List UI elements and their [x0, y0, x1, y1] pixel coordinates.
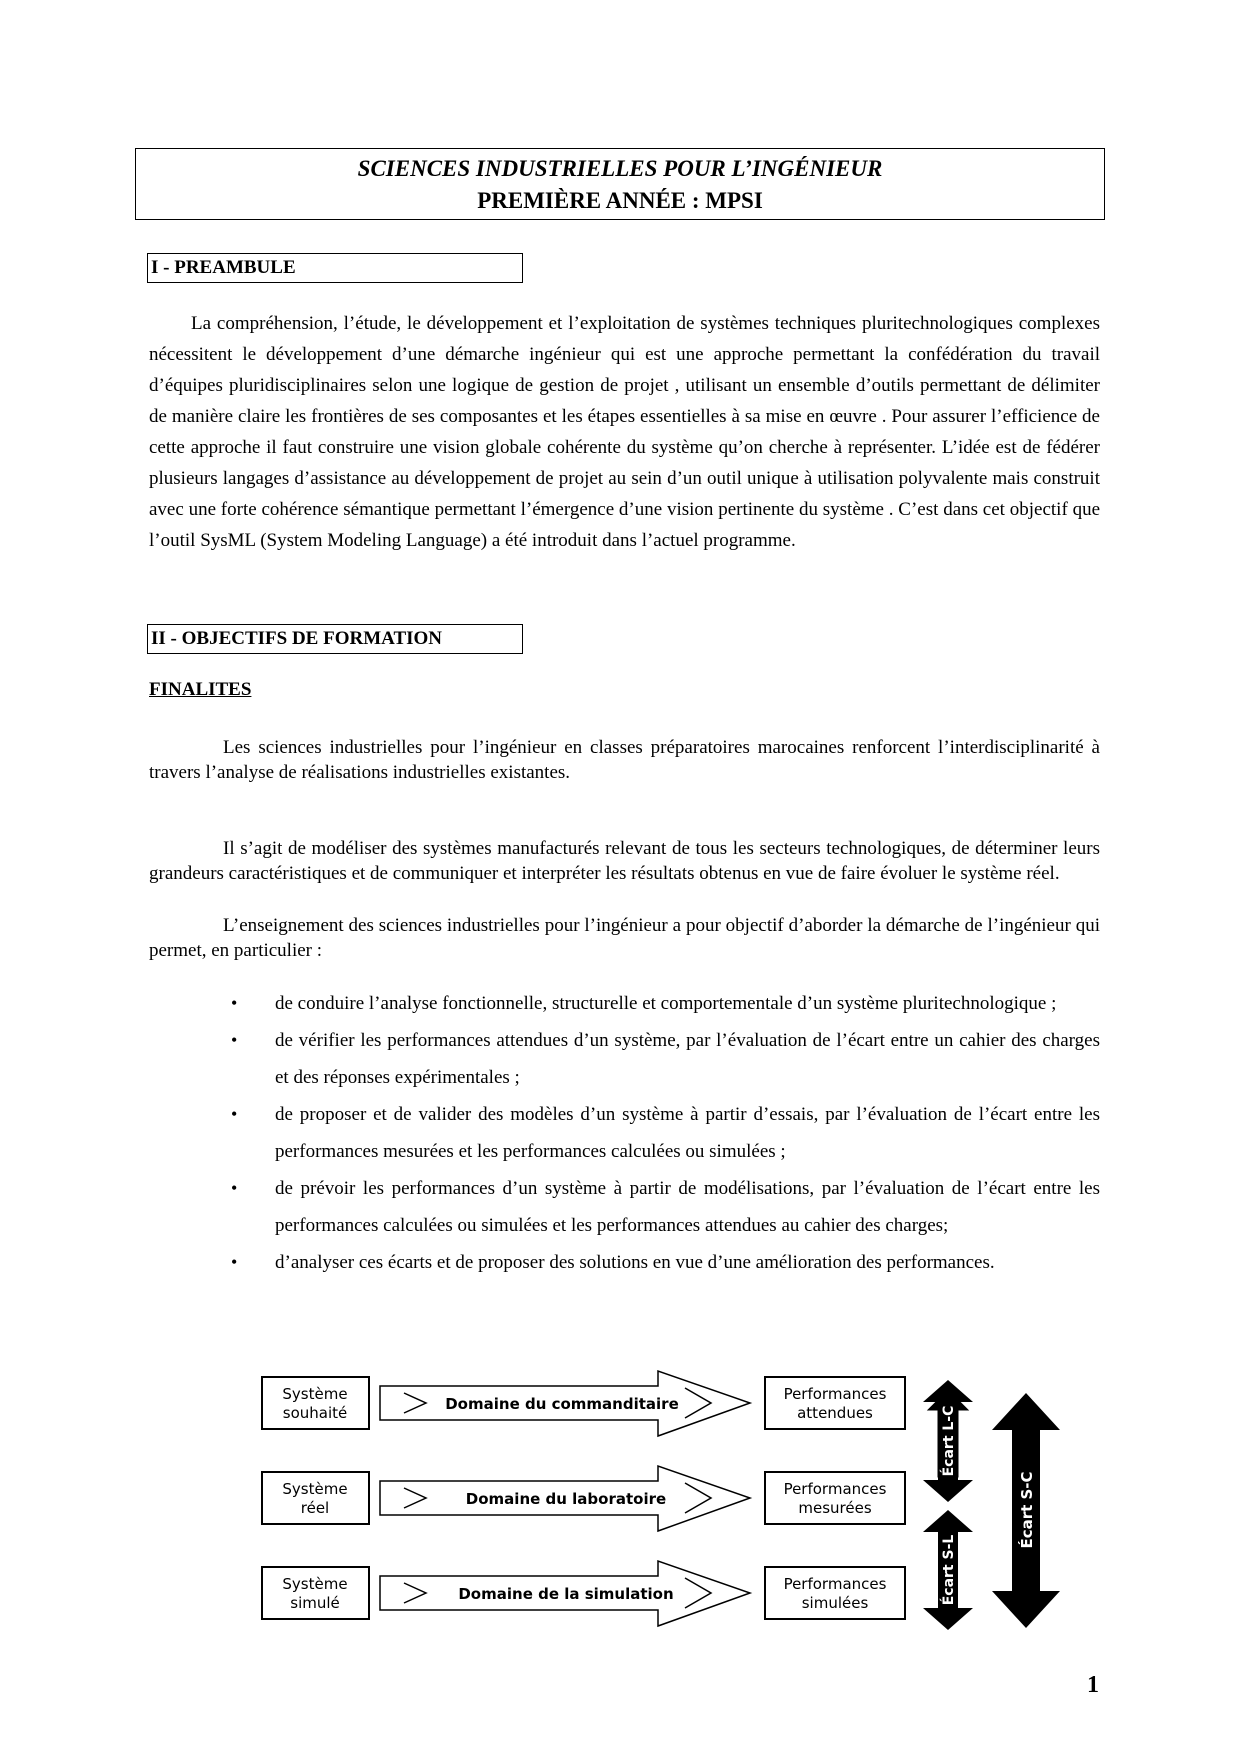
- list-item-text: d’analyser ces écarts et de proposer des solutions en vue d’une amélioration des performances.: [275, 1252, 995, 1273]
- document-title: SCIENCES INDUSTRIELLES POUR L’INGÉNIEUR: [357, 156, 883, 181]
- bullet-icon: •: [231, 1178, 238, 1198]
- ecart-sc-label: Écart S-C: [1018, 1471, 1036, 1549]
- systeme-reel-label: Système: [282, 1480, 348, 1498]
- ecart-lc-label: Écart L-C: [941, 1405, 957, 1477]
- performances-mesurees-label: Performances: [783, 1480, 887, 1498]
- bullet-icon: •: [231, 993, 238, 1013]
- systeme-reel-label-2: réel: [300, 1499, 330, 1517]
- diagram-row-simulation: [262, 1561, 905, 1626]
- diagram-row-commanditaire: [262, 1371, 905, 1436]
- list-item-text: de prévoir les performances d’un système à partir de modélisations, par l’évaluation de l’écart entre les performances calculées ou simulées et les performances attendues au cahier des charges;: [275, 1178, 1100, 1236]
- subheading-finalites: FINALITES: [149, 679, 252, 700]
- list-item-text: de conduire l’analyse fonctionnelle, structurelle et comportementale d’un système pluritechnologique ;: [275, 993, 1057, 1014]
- diagram-row-laboratoire: [262, 1466, 905, 1531]
- list-item-text: de vérifier les performances attendues d’un système, par l’évaluation de l’écart entre un cahier des charges et des réponses expérimentales ;: [275, 1030, 1100, 1088]
- document-subtitle: PREMIÈRE ANNÉE : MPSI: [477, 188, 763, 213]
- ecart-sl-label: Écart S-L: [941, 1534, 957, 1606]
- performances-attendues-label: Performances: [783, 1385, 887, 1403]
- domaine-laboratoire-label: Domaine du laboratoire: [465, 1490, 667, 1508]
- systeme-simule-label: Système: [282, 1575, 348, 1593]
- preambule-paragraph: La compréhension, l’étude, le développement et l’exploitation de systèmes techniques pluritechnologiques complexes nécessitent le développement d’une démarche ingénieur qui est une approche permettant la confédération du travail d’équipes pluridisciplinaires selon une logique de gestion de projet , utilisant un ensemble d’outils permettant de délimiter de manière claire les frontières de ses composantes et les étapes essentielles à sa mise en œuvre . Pour assurer l’efficience de cette approche il faut construire une vision globale cohérente du système qu’on cherche à représenter. L’idée est de fédérer plusieurs langages d’assistance au développement de projet au sein d’un outil unique à utilisation polyvalente mais construit avec une forte cohérence sémantique permettant l’émergence d’une vision pertinente du système . C’est dans cet objectif que l’outil SysML (System Modeling Language) a été introduit dans l’actuel programme.: [149, 313, 1100, 551]
- performances-mesurees-label-2: mesurées: [798, 1499, 872, 1517]
- performances-simulees-label-2: simulées: [801, 1594, 869, 1612]
- systeme-simule-label-2: simulé: [290, 1594, 340, 1612]
- list-item-text: de proposer et de valider des modèles d’un système à partir d’essais, par l’évaluation de l’écart entre les performances mesurées et les performances calculées ou simulées ;: [275, 1104, 1100, 1162]
- domaine-commanditaire-label: Domaine du commanditaire: [445, 1395, 679, 1413]
- finalites-paragraph-2: Il s’agit de modéliser des systèmes manufacturés relevant de tous les secteurs technologiques, de déterminer leurs grandeurs caractéristiques et de communiquer et interpréter les résultats obtenus en vue de faire évoluer le système réel.: [149, 838, 1100, 884]
- domaine-simulation-label: Domaine de la simulation: [458, 1585, 674, 1603]
- finalites-paragraph-3: L’enseignement des sciences industrielles pour l’ingénieur a pour objectif d’aborder la démarche de l’ingénieur qui permet, en particulier :: [149, 915, 1100, 961]
- finalites-paragraph-1: Les sciences industrielles pour l’ingénieur en classes préparatoires marocaines renforcent l’interdisciplinarité à travers l’analyse de réalisations industrielles existantes.: [149, 737, 1100, 783]
- performances-simulees-label: Performances: [783, 1575, 887, 1593]
- bullet-icon: •: [231, 1252, 238, 1272]
- page-number: 1: [1087, 1672, 1099, 1698]
- systeme-souhaite-label: Système: [282, 1385, 348, 1403]
- section-heading-preambule: I - PREAMBULE: [147, 253, 523, 283]
- bullet-icon: •: [231, 1104, 238, 1124]
- section-heading-objectifs: II - OBJECTIFS DE FORMATION: [147, 624, 523, 654]
- performances-attendues-label-2: attendues: [797, 1404, 873, 1422]
- bullet-icon: •: [231, 1030, 238, 1050]
- systeme-souhaite-label-2: souhaité: [282, 1404, 348, 1422]
